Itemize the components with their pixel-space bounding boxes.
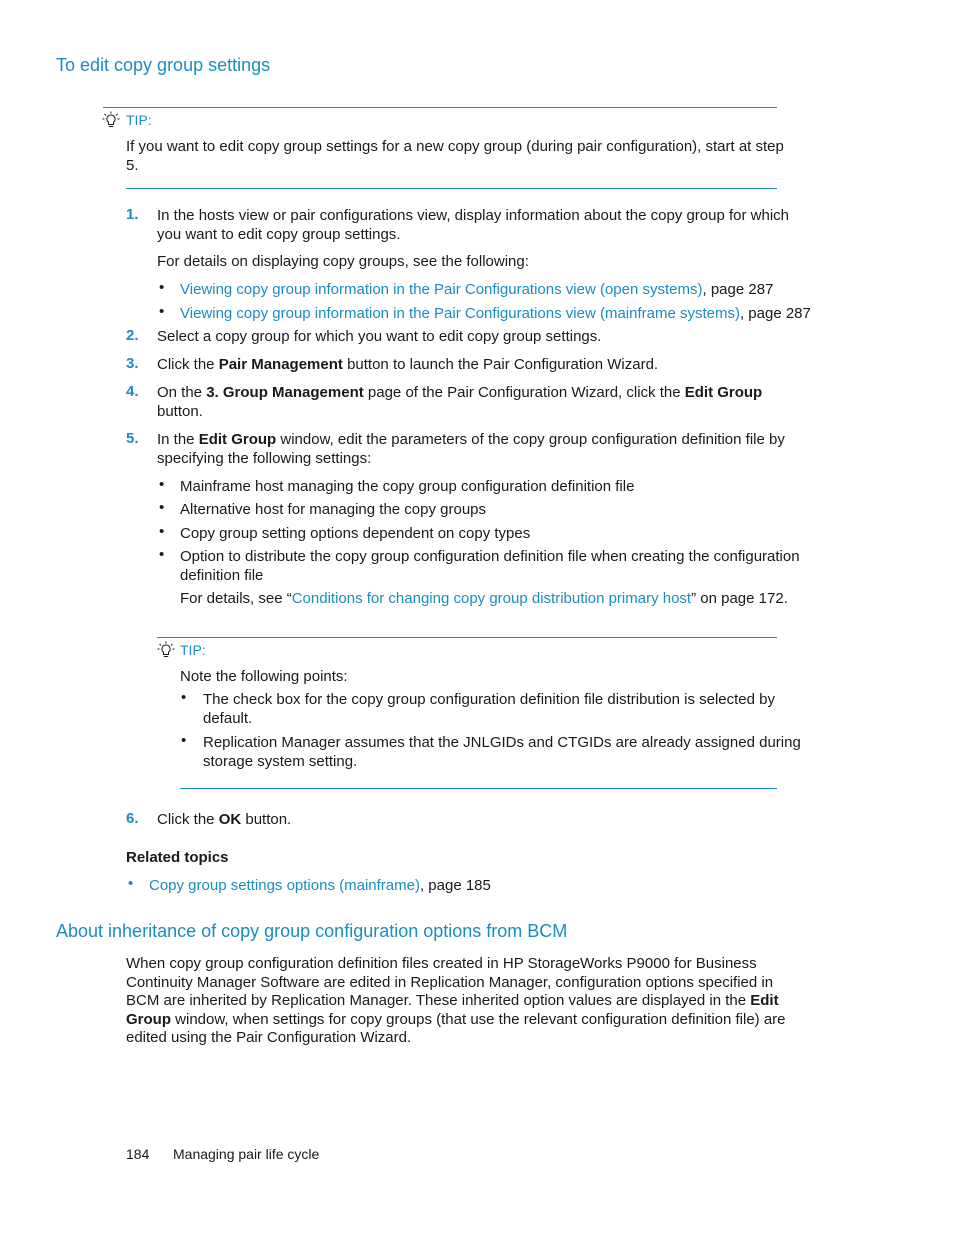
list-item-cont: default.: [203, 710, 253, 727]
list-item: Alternative host for managing the copy groups: [180, 501, 487, 518]
paragraph-line: Group window, when settings for copy groups (that use the relevant configuration definition file) are: [126, 1011, 786, 1028]
page-ref: , page 185: [419, 877, 491, 894]
list-item: [180, 304, 811, 323]
link[interactable]: Copy group settings options (mainframe): [149, 877, 420, 894]
list-item-cont: definition file: [180, 567, 264, 584]
list-item: [180, 280, 773, 299]
step-text: In the Edit Group window, edit the parameters of the copy group configuration definition file by: [157, 431, 785, 448]
page-ref: , page 287: [739, 305, 811, 322]
paragraph-line: Continuity Manager Software are edited in Replication Manager, configuration options specified in: [126, 974, 774, 991]
bullet-dot: •: [159, 546, 165, 563]
step-number: 4.: [126, 383, 139, 400]
paragraph-line: edited using the Pair Configuration Wizard.: [126, 1029, 412, 1046]
bullet-dot: •: [159, 476, 165, 493]
tip-bottom-rule: [126, 188, 777, 189]
step-text: On the 3. Group Management page of the Pair Configuration Wizard, click the Edit Group: [157, 384, 763, 401]
bullet-dot: •: [181, 689, 187, 706]
list-item: [149, 876, 491, 895]
page-ref: , page 287: [702, 281, 774, 298]
step-text: Click the Pair Management button to launch the Pair Configuration Wizard.: [157, 356, 659, 373]
step-text: Click the OK button.: [157, 811, 292, 828]
link[interactable]: Conditions for changing copy group distribution primary host: [291, 590, 692, 607]
step-text-cont: specifying the following settings:: [157, 450, 372, 467]
lightbulb-icon: [157, 641, 175, 659]
step-number: 6.: [126, 810, 139, 827]
step-number: 2.: [126, 327, 139, 344]
step-text-cont: you want to edit copy group settings.: [157, 226, 401, 243]
paragraph-line: When copy group configuration definition files created in HP StorageWorks P9000 for Business: [126, 955, 757, 972]
bullet-dot: •: [159, 303, 165, 320]
list-item: Copy group setting options dependent on copy types: [180, 525, 531, 542]
bullet-dot: •: [159, 499, 165, 516]
step-detail: For details on displaying copy groups, see the following:: [157, 253, 529, 270]
paragraph-line: BCM are inherited by Replication Manager. These inherited option values are displayed in the Edit: [126, 992, 779, 1009]
step-number: 3.: [126, 355, 139, 372]
tip-top-rule: [103, 107, 777, 108]
step-number: 5.: [126, 430, 139, 447]
bullet-dot: •: [159, 523, 165, 540]
tip-label: TIP:: [126, 112, 152, 128]
section-title: About inheritance of copy group configuration options from BCM: [56, 921, 568, 941]
link[interactable]: Viewing copy group information in the Pair Configurations view (mainframe systems): [180, 305, 740, 322]
step-text: In the hosts view or pair configurations view, display information about the copy group for which: [157, 207, 790, 224]
section-title: To edit copy group settings: [56, 55, 271, 75]
tip-label: TIP:: [180, 642, 206, 658]
step-text: Select a copy group for which you want to edit copy group settings.: [157, 328, 602, 345]
step-detail: For details, see “Conditions for changing copy group distribution primary host” on page 172.: [180, 590, 788, 607]
tip-text-cont: 5.: [126, 157, 139, 174]
step-number: 1.: [126, 206, 139, 223]
tip-bottom-rule: [180, 788, 777, 789]
list-item: Replication Manager assumes that the JNLGIDs and CTGIDs are already assigned during: [203, 734, 801, 751]
list-item-cont: storage system setting.: [203, 753, 358, 770]
list-item: Mainframe host managing the copy group configuration definition file: [180, 478, 635, 495]
tip-text: Note the following points:: [180, 668, 348, 685]
tip-text: If you want to edit copy group settings for a new copy group (during pair configuration), start at step: [126, 138, 784, 155]
page-number: 184: [126, 1146, 150, 1162]
footer-title: Managing pair life cycle: [173, 1146, 320, 1162]
bullet-dot: •: [128, 875, 134, 892]
link[interactable]: Viewing copy group information in the Pair Configurations view (open systems): [180, 281, 703, 298]
bullet-dot: •: [181, 732, 187, 749]
list-item: Option to distribute the copy group configuration definition file when creating the configuration: [180, 548, 800, 565]
step-text-cont: button.: [157, 403, 203, 420]
tip-top-rule: [157, 637, 777, 638]
bullet-dot: •: [159, 279, 165, 296]
list-item: The check box for the copy group configuration definition file distribution is selected by: [203, 691, 775, 708]
related-heading: Related topics: [126, 849, 229, 866]
lightbulb-icon: [102, 111, 120, 129]
